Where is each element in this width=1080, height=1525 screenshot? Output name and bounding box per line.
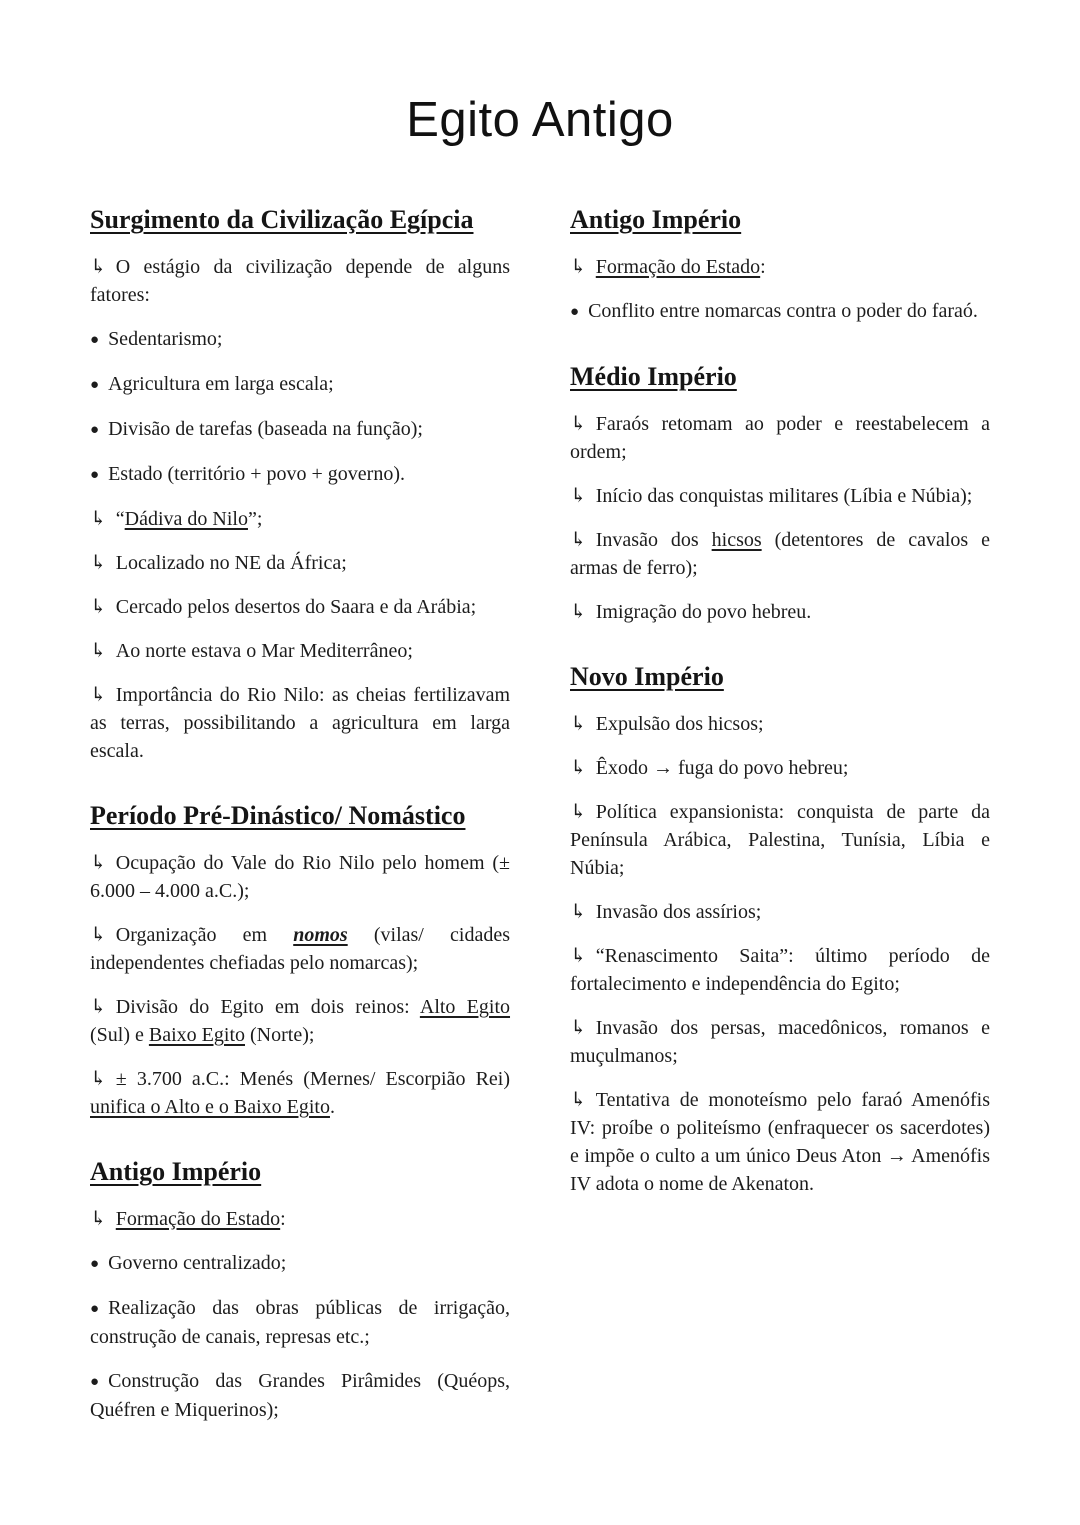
body-text: O estágio da civilização depende de alguns fatores: [90,256,510,306]
body-text: Importância do Rio Nilo: as cheias fertilizavam as terras, possibilitando a agricultura em larga escala. [90,684,510,762]
body-text: Realização das obras públicas de irrigação, construção de canais, represas etc.; [90,1297,510,1348]
section-heading: Surgimento da Civilização Egípcia [90,205,474,234]
body-text: Expulsão dos hicsos; [595,713,764,735]
body-text: (Norte); [245,1024,315,1046]
bullet-icon: ● [90,1301,100,1317]
list-item [90,1249,510,1278]
body-text: : [280,1208,286,1230]
list-item [570,898,990,926]
body-text: Divisão do Egito em dois reinos: [115,996,420,1018]
body-text: Construção das Grandes Pirâmides (Quéops, Quéfren e Miquerinos); [90,1370,510,1421]
return-arrow-icon: ↳ [90,596,107,618]
return-arrow-icon: ↳ [570,485,587,507]
bullet-icon: ● [90,422,100,438]
body-text: Organização em [115,924,294,946]
return-arrow-icon: ↳ [90,256,107,278]
emphasized-text: Dádiva do Nilo [124,508,248,530]
list-item [90,1065,510,1121]
return-arrow-icon: ↳ [90,1068,107,1090]
list-item [570,710,990,738]
list-item [570,253,990,281]
body-text: : [760,256,766,278]
body-text: Cercado pelos desertos do Saara e da Arábia; [115,596,477,618]
bullet-icon: ● [570,304,580,320]
column-left [90,205,510,1440]
body-text: Agricultura em larga escala; [108,373,334,395]
list-item [90,325,510,354]
list-item [570,1014,990,1070]
bullet-icon: ● [90,1256,100,1272]
section [570,205,990,326]
section-heading: Médio Império [570,362,737,391]
bullet-icon: ● [90,467,100,483]
return-arrow-icon: ↳ [90,640,107,662]
emphasized-text: Alto Egito [419,996,511,1018]
body-text: ± 3.700 a.C.: Menés (Mernes/ Escorpião Rei) [115,1068,510,1090]
return-arrow-icon: ↳ [570,1089,587,1111]
list-item [570,754,990,782]
list-item [90,505,510,533]
emphasized-text: hicsos [711,529,762,551]
return-arrow-icon: ↳ [90,996,107,1018]
section-heading: Período Pré-Dinástico/ Nomástico [90,801,466,830]
section-heading: Antigo Império [570,205,742,234]
body-text: ”; [247,508,263,530]
emphasized-text: unifica o Alto e o Baixo Egito [90,1096,330,1118]
body-text: Invasão dos [595,529,712,551]
return-arrow-icon: ↳ [570,901,587,923]
section [90,801,510,1121]
body-text: Faraós retomam ao poder e reestabelecem a ordem; [570,413,990,463]
list-item [90,849,510,905]
bullet-icon: ● [90,1374,100,1390]
return-arrow-icon: ↳ [90,852,107,874]
list-item [90,1294,510,1351]
two-column-body [90,205,990,1440]
section-heading: Novo Império [570,662,724,691]
body-text: Governo centralizado; [108,1252,287,1274]
emphasized-text: nomos [293,924,348,946]
list-item [570,526,990,582]
list-item [90,637,510,665]
body-text: Conflito entre nomarcas contra o poder do faraó. [588,300,978,322]
return-arrow-icon: ↳ [570,945,587,967]
column-right [570,205,990,1440]
page-title: Egito Antigo [406,93,674,147]
list-item [90,415,510,444]
list-item [90,1205,510,1233]
emphasized-text: Formação do Estado [115,1208,281,1230]
body-text: Ocupação do Vale do Rio Nilo pelo homem (± 6.000 – 4.000 a.C.); [90,852,510,902]
return-arrow-icon: ↳ [570,1017,587,1039]
list-item [90,253,510,309]
list-item [570,942,990,998]
section [90,205,510,765]
list-item [570,598,990,626]
list-item [570,1086,990,1198]
body-text: Imigração do povo hebreu. [595,601,812,623]
return-arrow-icon: ↳ [570,256,587,278]
body-text: Êxodo → fuga do povo hebreu; [595,757,849,779]
bullet-icon: ● [90,377,100,393]
return-arrow-icon: ↳ [90,684,107,706]
emphasized-text: Formação do Estado [595,256,761,278]
list-item [90,681,510,765]
section [570,362,990,626]
return-arrow-icon: ↳ [90,552,107,574]
body-text: Tentativa de monoteísmo pelo faraó Amenófis IV: proíbe o politeísmo (enfraquecer os sacerdotes) e impõe o culto a um único Deus Aton → Amenófis IV adota o nome de Akenaton. [570,1089,990,1195]
section [570,662,990,1198]
body-text: Divisão de tarefas (baseada na função); [108,418,423,440]
return-arrow-icon: ↳ [570,801,587,823]
list-item [90,921,510,977]
list-item [90,1367,510,1424]
section [90,1157,510,1424]
section-heading: Antigo Império [90,1157,262,1186]
list-item [570,410,990,466]
return-arrow-icon: ↳ [570,601,587,623]
body-text: Início das conquistas militares (Líbia e Núbia); [595,485,973,507]
body-text: (Sul) e [90,1024,149,1046]
body-text: “Renascimento Saita”: último período de fortalecimento e independência do Egito; [570,945,990,995]
body-text: Estado (território + povo + governo). [108,463,405,485]
body-text: Localizado no NE da África; [115,552,347,574]
return-arrow-icon: ↳ [90,1208,107,1230]
return-arrow-icon: ↳ [90,508,107,530]
list-item [570,798,990,882]
list-item [570,482,990,510]
body-text: . [329,1096,335,1118]
return-arrow-icon: ↳ [570,529,587,551]
body-text: Ao norte estava o Mar Mediterrâneo; [115,640,413,662]
return-arrow-icon: ↳ [570,713,587,735]
body-text: Invasão dos persas, macedônicos, romanos e muçulmanos; [570,1017,990,1067]
list-item [570,297,990,326]
list-item [90,993,510,1049]
body-text: (vilas/ cidades independentes chefiadas pelo nomarcas); [90,924,510,974]
return-arrow-icon: ↳ [570,757,587,779]
list-item [90,549,510,577]
list-item [90,460,510,489]
body-text: Sedentarismo; [108,328,223,350]
emphasized-text: Baixo Egito [148,1024,245,1046]
return-arrow-icon: ↳ [90,924,107,946]
body-text: Política expansionista: conquista de parte da Península Arábica, Palestina, Tunísia, Líbia e Núbia; [570,801,990,879]
list-item [90,593,510,621]
list-item [90,370,510,399]
body-text: (detentores de cavalos e armas de ferro); [570,529,990,579]
return-arrow-icon: ↳ [570,413,587,435]
bullet-icon: ● [90,332,100,348]
body-text: Invasão dos assírios; [595,901,762,923]
body-text: “ [115,508,125,530]
